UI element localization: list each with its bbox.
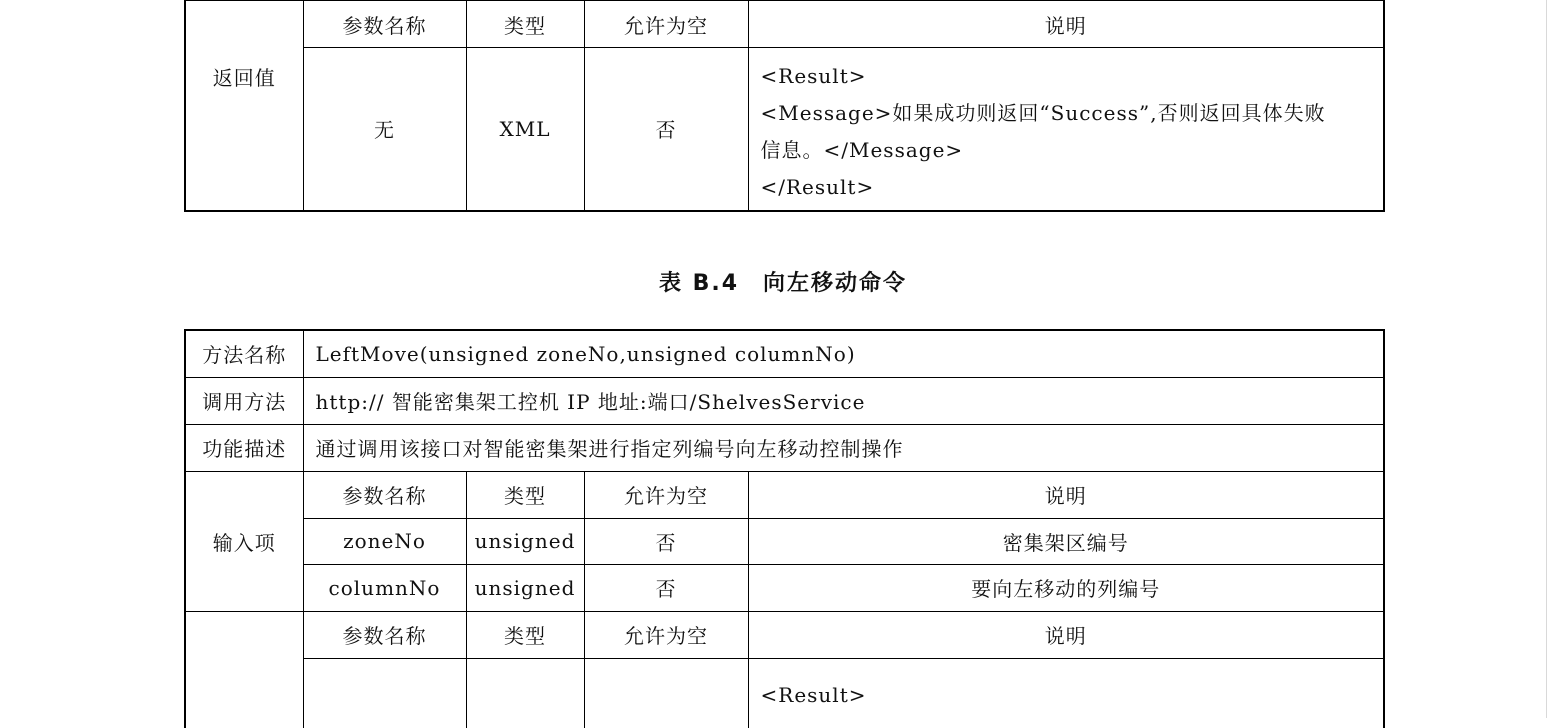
header-param-name: 参数名称 [303,1,466,48]
method-name-label: 方法名称 [185,330,303,377]
input-header-description: 说明 [748,471,1384,518]
header-type: 类型 [466,1,584,48]
input-label: 输入项 [185,471,303,611]
return-param-nullable: 否 [584,48,748,211]
call-method-label: 调用方法 [185,377,303,424]
result-close-tag: </Result> [760,175,875,199]
function-desc-label: 功能描述 [185,424,303,471]
table-caption: 表 B.4 向左移动命令 [658,271,908,296]
return-header-type: 类型 [466,611,584,658]
return-value-label-empty [185,611,303,728]
input-param-description: 要向左移动的列编号 [748,564,1384,611]
return-header-description: 说明 [748,611,1384,658]
input-header-nullable: 允许为空 [584,471,748,518]
input-header-param-name: 参数名称 [303,471,466,518]
return-value-table [184,0,1385,212]
return-header-nullable: 允许为空 [584,611,748,658]
return-param-type: XML [466,48,584,211]
message-line: <Message>如果成功则返回“Success”,否则返回具体失败 [760,101,1326,125]
table-row [185,518,1384,564]
table-row [185,564,1384,611]
input-param-nullable: 否 [584,564,748,611]
page-edge-line [1546,0,1547,718]
return-value-label: 返回值 [185,1,303,211]
input-param-type: unsigned [466,518,584,564]
message-line-cont: 信息。</Message> [760,138,964,162]
input-param-description: 密集架区编号 [748,518,1384,564]
input-param-type: unsigned [466,564,584,611]
left-move-command-table [184,329,1385,728]
input-header-type: 类型 [466,471,584,518]
input-param-name: zoneNo [303,518,466,564]
result-open-tag: <Result> [760,682,867,707]
return-header-param-name: 参数名称 [303,611,466,658]
header-nullable: 允许为空 [584,1,748,48]
call-method-value: http:// 智能密集架工控机 IP 地址:端口/ShelvesService [303,377,1384,424]
method-name-value: LeftMove(unsigned zoneNo,unsigned columnNo) [303,330,1384,377]
function-desc-value: 通过调用该接口对智能密集架进行指定列编号向左移动控制操作 [303,424,1384,471]
input-param-nullable: 否 [584,518,748,564]
return-param-description [748,48,1384,211]
input-param-name: columnNo [303,564,466,611]
result-open-tag: <Result> [760,64,867,88]
header-description: 说明 [748,1,1384,48]
return-param-name: 无 [303,48,466,211]
